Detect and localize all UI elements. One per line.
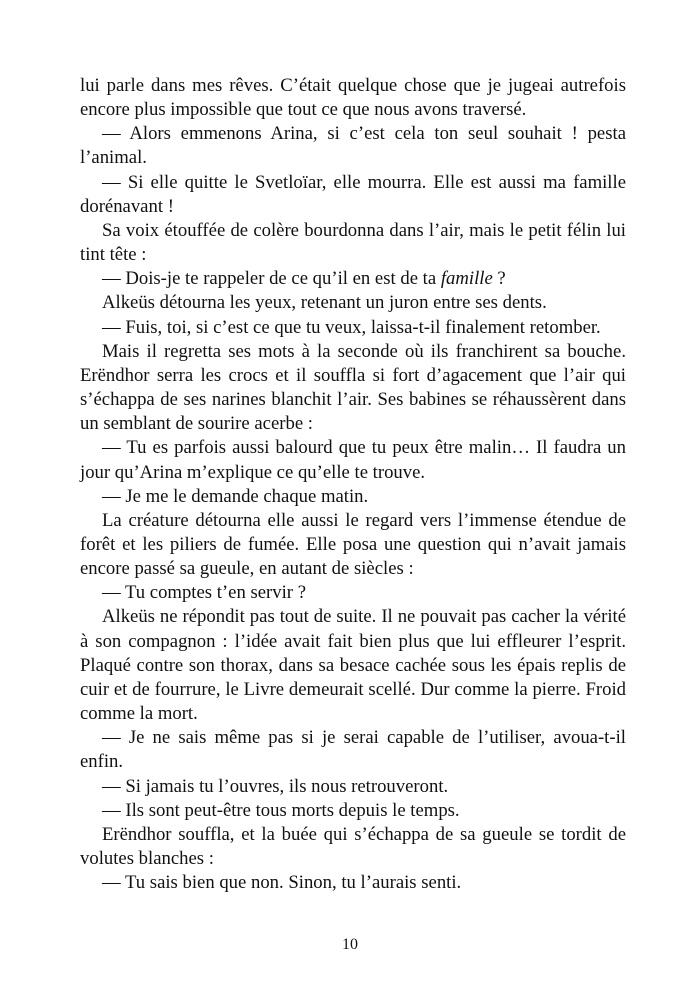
dialogue-line: — Si jamais tu l’ouvres, ils nous retrouveront. (102, 775, 449, 797)
dialogue-line: — Tu comptes t’en servir ? (102, 582, 306, 604)
dialogue-line: — Je me le demande chaque matin. (102, 485, 369, 507)
dialogue-line: — Tu es parfois aussi balourd que tu peux être malin… Il faudra un jour qu’Arina m’explique ce qu’elle te trouve. (80, 437, 626, 483)
dialogue-line: — Je ne sais même pas si je serai capable de l’utiliser, avoua-t-il enfin. (80, 727, 626, 773)
paragraph: Alkeüs détourna les yeux, retenant un juron entre ses dents. (102, 292, 547, 314)
dialogue-line: — Tu sais bien que non. Sinon, tu l’aurais senti. (102, 872, 462, 894)
dialogue-line (80, 267, 626, 291)
page-body (80, 74, 626, 895)
emphasized-word: famille (440, 268, 493, 290)
paragraph: La créature détourna elle aussi le regard vers l’immense étendue de forêt et les piliers de fumée. Elle posa une question qui n’avait jamais encore passé sa gueule, en autant de siècles : (80, 509, 626, 580)
dialogue-line: — Ils sont peut-être tous morts depuis le temps. (102, 799, 460, 821)
dialogue-line: — Alors emmenons Arina, si c’est cela ton seul souhait ! pesta l’animal. (80, 123, 626, 169)
dialogue-line: — Fuis, toi, si c’est ce que tu veux, laissa-t-il finalement retomber. (102, 316, 601, 338)
page-number: 10 (342, 936, 358, 953)
dialogue-line: — Si elle quitte le Svetloïar, elle mourra. Elle est aussi ma famille dorénavant ! (80, 171, 626, 217)
paragraph: Erëndhor souffla, et la buée qui s’échappa de sa gueule se tordit de volutes blanches : (80, 823, 626, 869)
paragraph: Alkeüs ne répondit pas tout de suite. Il ne pouvait pas cacher la vérité à son compagnon : l’idée avait fait bien plus que lui effleurer l’esprit. Plaqué contre son thorax, dans sa besace cachée sous les épais replis de cuir et de fourrure, le Livre demeurait scellé. Dur comme la pierre. Froid comme la mort. (80, 606, 626, 725)
dialogue-text: ? (492, 268, 506, 290)
paragraph: lui parle dans mes rêves. C’était quelque chose que je jugeai autrefois encore plus impossible que tout ce que nous avons traversé. (80, 75, 626, 121)
dialogue-text: — Dois-je te rappeler de ce qu’il en est de ta (102, 268, 441, 290)
paragraph: Mais il regretta ses mots à la seconde où ils franchirent sa bouche. Erëndhor serra les crocs et il souffla si fort d’agacement que l’air qui s’échappa de ses narines blanchit l’air. Ses babines se réhaussèrent dans un semblant de sourire acerbe : (80, 340, 626, 435)
paragraph: Sa voix étouffée de colère bourdonna dans l’air, mais le petit félin lui tint tête : (80, 219, 626, 266)
